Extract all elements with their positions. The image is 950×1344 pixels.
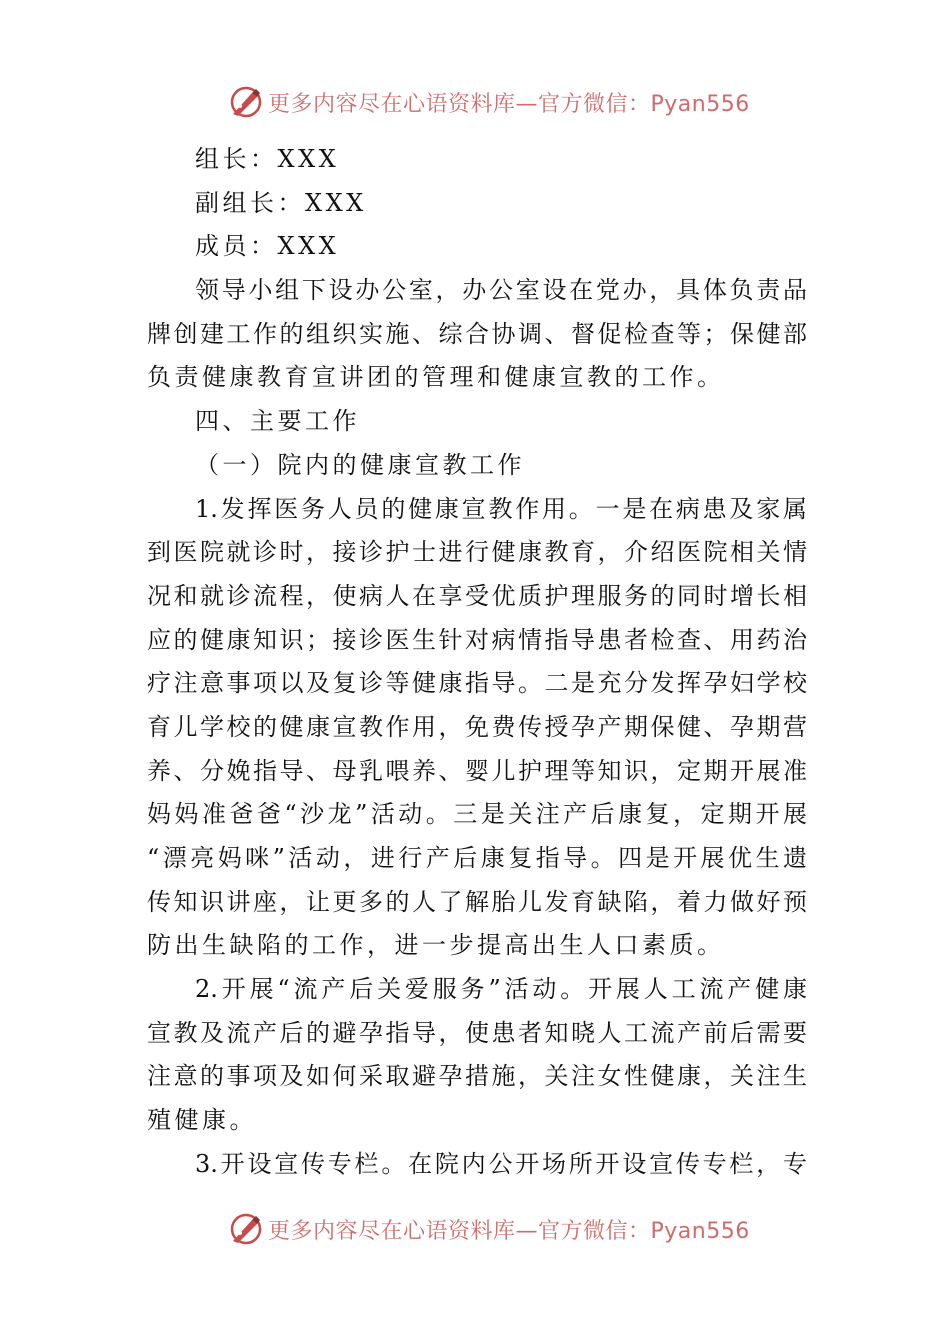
paragraph-line: 3.开设宣传专栏。在院内公开场所开设宣传专栏，专 — [195, 1149, 807, 1178]
pen-logo-icon — [228, 84, 264, 120]
section-heading: 四、主要工作 — [195, 407, 360, 436]
document-body — [147, 138, 807, 1187]
paragraph-line: 2.开展“流产后关爱服务”活动。开展人工流产健康 — [195, 975, 807, 1004]
leader-line: 组长：XXX — [195, 145, 340, 173]
paragraph-line: 疗注意事项以及复诊等健康指导。二是充分发挥孕妇学校 — [147, 669, 807, 698]
deputy-leader-line: 副组长：XXX — [195, 188, 367, 217]
pen-logo-icon — [228, 1211, 264, 1247]
paragraph-line: “漂亮妈咪”活动，进行产后康复指导。四是开展优生遗 — [147, 844, 807, 872]
paragraph-line: 1.发挥医务人员的健康宣教作用。一是在病患及家属 — [195, 494, 807, 523]
paragraph-line: 况和就诊流程，使病人在享受优质护理服务的同时增长相 — [147, 581, 807, 610]
paragraph-line: 传知识讲座，让更多的人了解胎儿发育缺陷，着力做好预 — [147, 887, 807, 916]
paragraph-line: 妈妈准爸爸“沙龙”活动。三是关注产后康复，定期开展 — [147, 800, 807, 829]
paragraph-line: 领导小组下设办公室，办公室设在党办，具体负责品 — [195, 276, 807, 305]
watermark-text-bottom: 更多内容尽在心语资料库—官方微信：Pyan556 — [268, 1218, 750, 1244]
paragraph-line: 宣教及流产后的避孕指导，使患者知晓人工流产前后需要 — [147, 1018, 807, 1047]
subsection-heading: （一）院内的健康宣教工作 — [195, 450, 525, 479]
members-line: 成员：XXX — [195, 232, 340, 261]
paragraph-line: 养、分娩指导、母乳喂养、婴儿护理等知识，定期开展准 — [147, 756, 807, 785]
paragraph-line: 防出生缺陷的工作，进一步提高出生人口素质。 — [147, 931, 725, 960]
paragraph-line: 牌创建工作的组织实施、综合协调、督促检查等；保健部 — [147, 319, 807, 348]
watermark-banner-top — [228, 82, 750, 122]
paragraph-line: 负责健康教育宣讲团的管理和健康宣教的工作。 — [147, 363, 725, 392]
paragraph-line: 殖健康。 — [147, 1106, 257, 1135]
watermark-text-top: 更多内容尽在心语资料库—官方微信：Pyan556 — [268, 91, 750, 117]
paragraph-line: 育儿学校的健康宣教作用，免费传授孕产期保健、孕期营 — [147, 712, 807, 741]
paragraph-line: 注意的事项及如何采取避孕措施，关注女性健康，关注生 — [147, 1062, 807, 1091]
paragraph-line: 到医院就诊时，接诊护士进行健康教育，介绍医院相关情 — [147, 538, 807, 567]
paragraph-line: 应的健康知识；接诊医生针对病情指导患者检查、用药治 — [147, 625, 807, 654]
watermark-banner-bottom — [228, 1209, 750, 1249]
